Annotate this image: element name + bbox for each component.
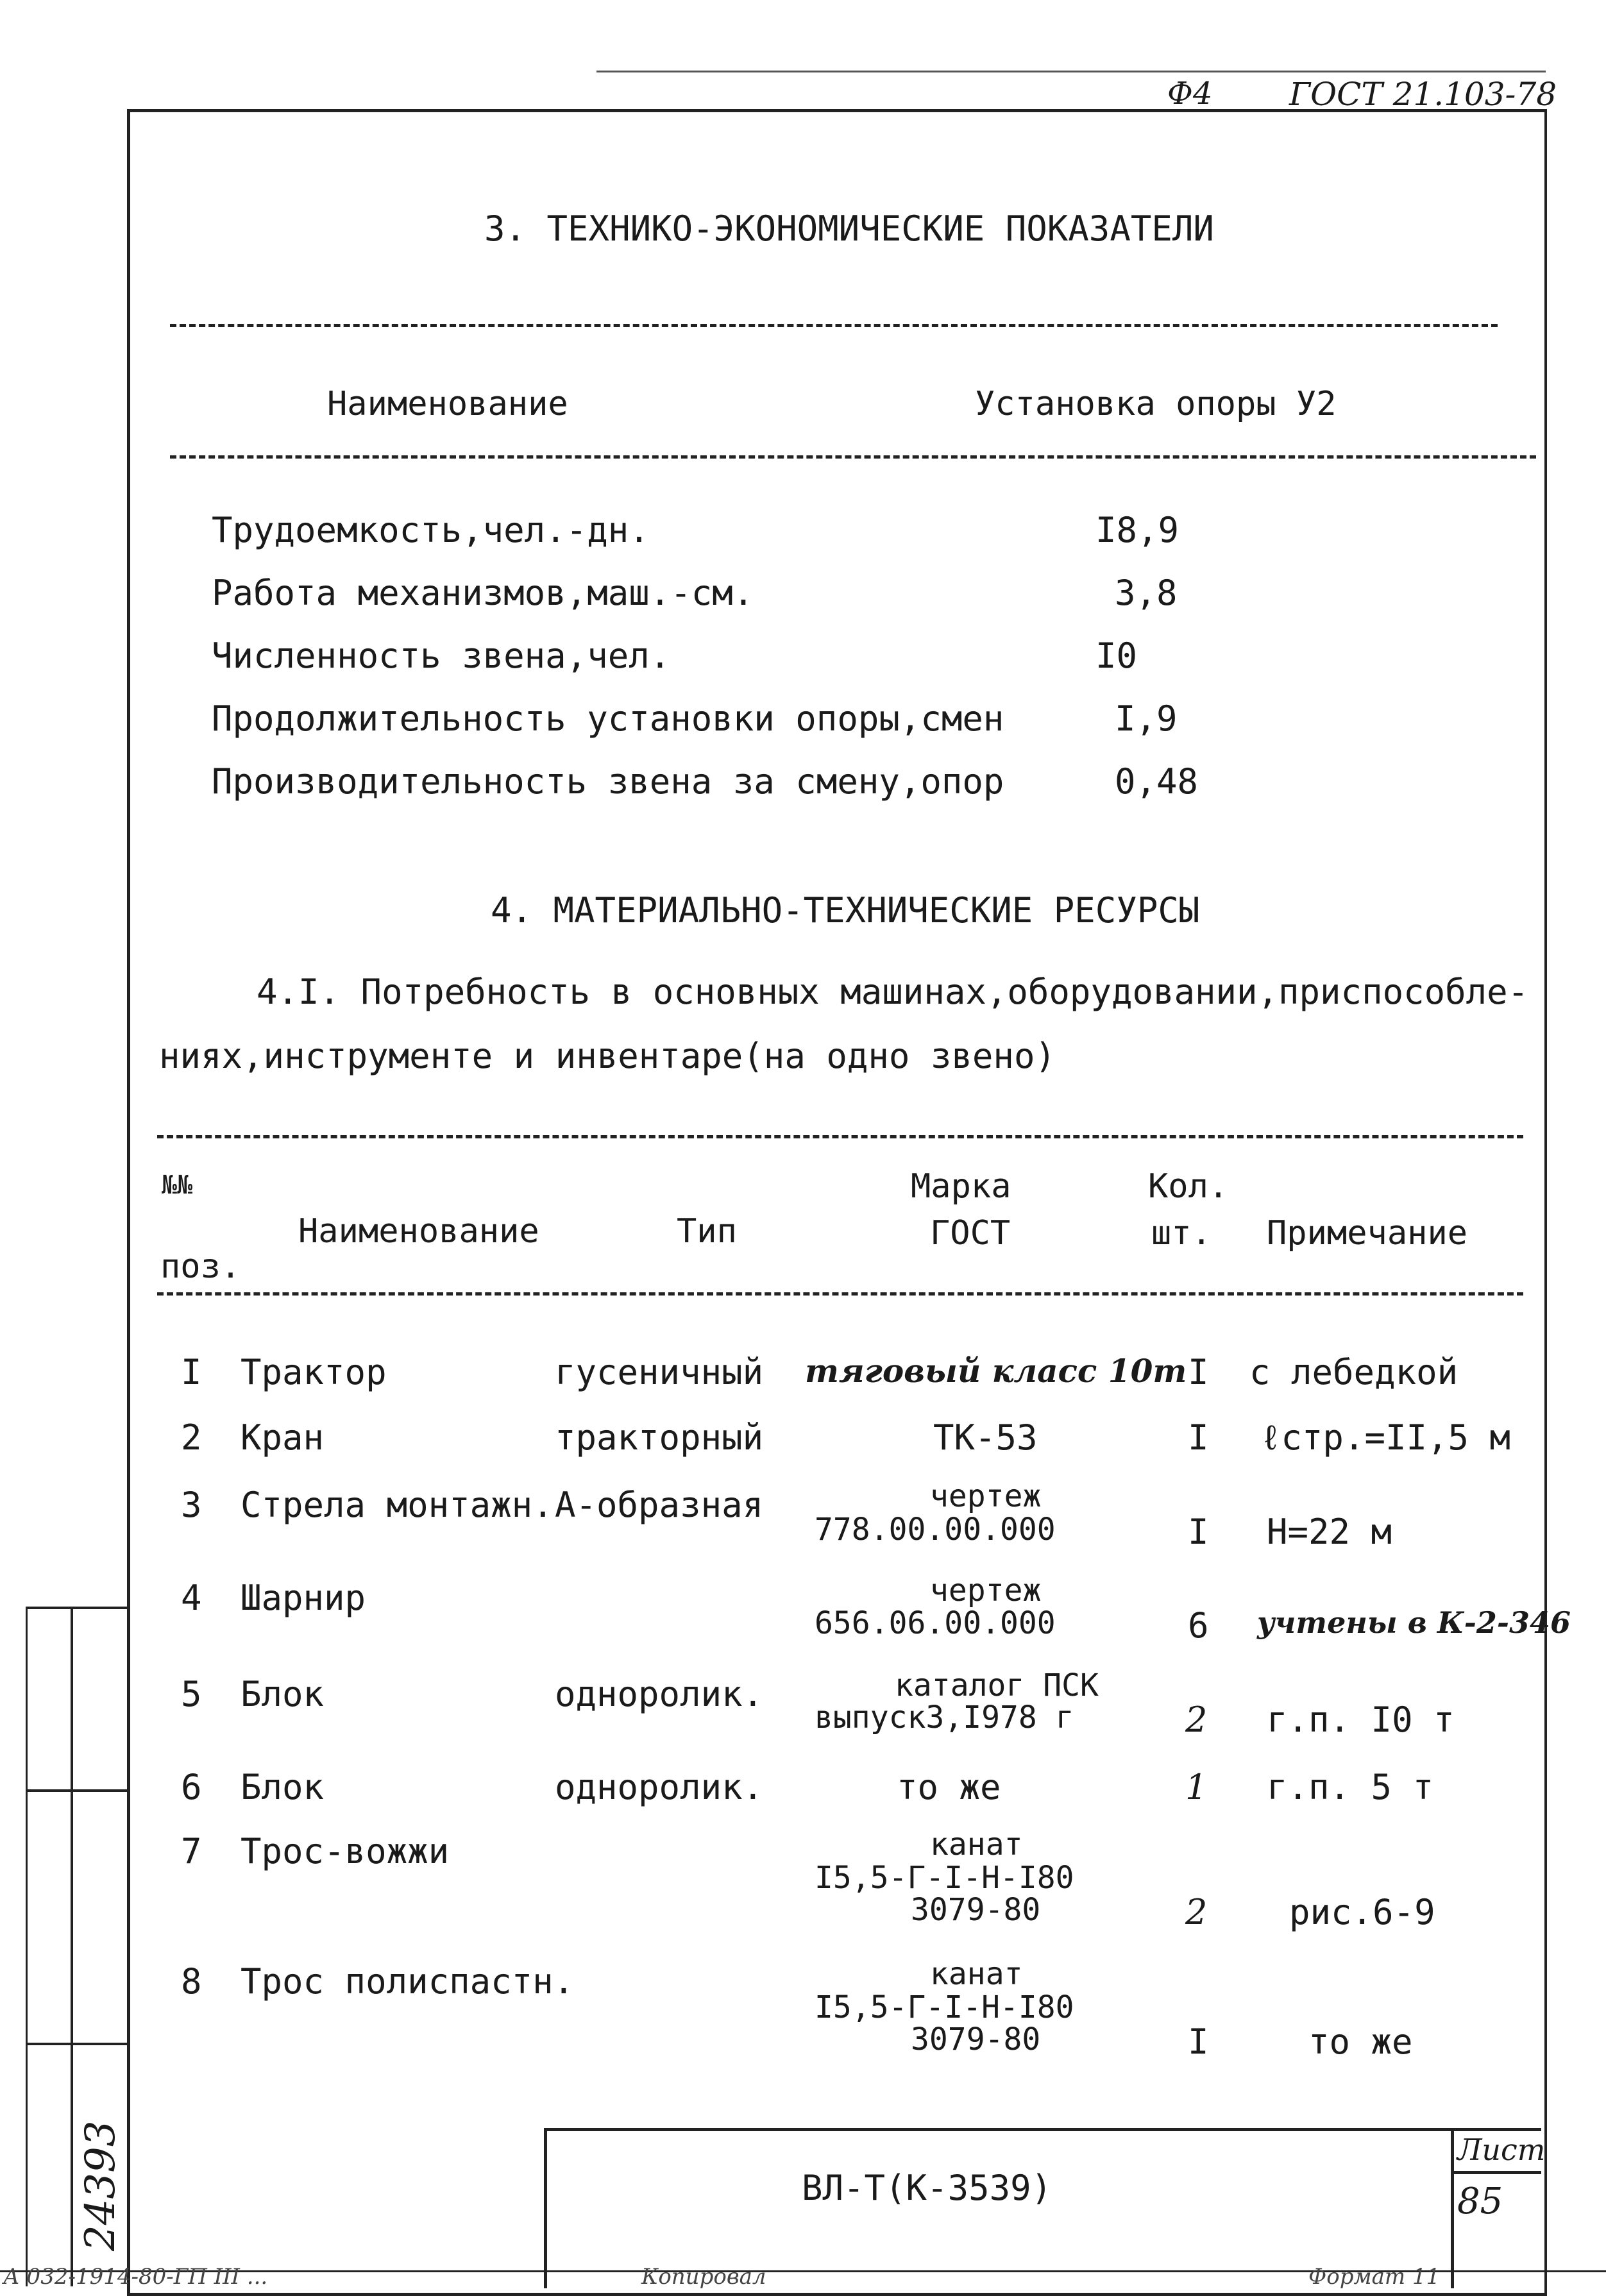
item-type: одноролик. [555, 1674, 764, 1714]
item-mark-line1: чертеж [930, 1573, 1042, 1608]
item-qty: I [1188, 1417, 1209, 1458]
item-qty: 2 [1185, 1892, 1208, 1932]
top-thin-line [596, 71, 1546, 72]
item-pos: 4 [181, 1578, 202, 1618]
item-mark-line3: 3079-80 [911, 2022, 1041, 2057]
item-pos: 6 [181, 1767, 202, 1807]
item-mark-line1: каталог ПСК [895, 1667, 1099, 1703]
indicator-label: Численность звена,чел. [212, 636, 671, 676]
hdr-name: Наименование [298, 1212, 539, 1251]
hdr-note: Примечание [1267, 1214, 1468, 1253]
item-qty: 6 [1188, 1605, 1209, 1646]
item-mark-handwritten: тяговый класс 10т [805, 1352, 1187, 1390]
header-gost-stamp: ГОСТ 21.103-78 [1289, 76, 1557, 113]
item-type: тракторный [555, 1417, 764, 1458]
item-qty: I [1188, 1512, 1209, 1552]
section3-col-name: Наименование [327, 385, 568, 423]
resources-header-rule [157, 1292, 1523, 1296]
item-note: рис.6-9 [1289, 1892, 1435, 1932]
item-note: г.п. 5 т [1267, 1767, 1434, 1807]
item-qty: I [1188, 1352, 1209, 1392]
item-pos: 2 [181, 1417, 202, 1458]
item-name: Трос-вожжи [241, 1831, 450, 1871]
indicator-value: 0,48 [1115, 761, 1199, 802]
item-mark-line2: 778.00.00.000 [815, 1512, 1056, 1548]
side-stamp-line-b [26, 1607, 28, 2286]
item-pos: 3 [181, 1485, 202, 1525]
hdr-mark-bottom: ГОСТ [930, 1214, 1011, 1253]
indicator-value: I0 [1095, 636, 1138, 676]
item-pos: 5 [181, 1674, 202, 1714]
document-code: ВЛ-Т(К-3539) [802, 2168, 1052, 2208]
item-name: Трактор [241, 1352, 387, 1392]
item-mark: ТК-53 [933, 1417, 1038, 1458]
item-type: гусеничный [555, 1352, 764, 1392]
item-mark-line3: 3079-80 [911, 1892, 1041, 1928]
section4-para-line2: ниях,инструменте и инвентаре(на одно звено) [159, 1036, 1056, 1076]
footer-left: А 032-1914-80-ГП III ... [3, 2264, 268, 2290]
section3-title: 3. ТЕХНИКО-ЭКОНОМИЧЕСКИЕ ПОКАЗАТЕЛИ [484, 208, 1214, 249]
header-mark: Ф4 [1167, 76, 1213, 112]
side-stamp-h2 [26, 1789, 128, 1792]
side-stamp-line-a [71, 1607, 73, 2286]
title-block-sheet-divider [1451, 2128, 1454, 2288]
item-pos: 7 [181, 1831, 202, 1871]
item-note: с лебедкой [1249, 1352, 1458, 1392]
indicator-label: Трудоемкость,чел.-дн. [212, 510, 650, 550]
hdr-num-top: №№ [162, 1170, 193, 1200]
indicator-value: I,9 [1115, 698, 1178, 739]
side-stamp-h3 [26, 2043, 128, 2045]
item-mark-line1: чертеж [930, 1478, 1042, 1514]
footer-right: Формат 11 [1308, 2264, 1441, 2290]
item-mark-line2: I5,5-Г-I-Н-I80 [815, 1989, 1074, 2025]
resources-table-top-rule [157, 1135, 1523, 1138]
footer-middle: Копировал [641, 2264, 766, 2290]
item-note: г.п. I0 т [1267, 1700, 1455, 1740]
hdr-qty-bottom: шт. [1151, 1214, 1212, 1253]
title-block-top-line [544, 2128, 1541, 2131]
item-name: Кран [241, 1417, 325, 1458]
item-name: Блок [241, 1674, 325, 1714]
title-block-left-line [544, 2128, 547, 2288]
item-mark-line2: I5,5-Г-I-Н-I80 [815, 1860, 1074, 1896]
side-stamp-h1 [26, 1607, 128, 1609]
item-qty: 2 [1185, 1700, 1208, 1740]
item-note: ℓстр.=II,5 м [1260, 1417, 1511, 1458]
item-mark-line2: 656.06.00.000 [815, 1605, 1056, 1641]
item-mark: то же [897, 1767, 1001, 1807]
sheet-label: Лист [1457, 2132, 1546, 2167]
item-name: Шарнир [241, 1578, 366, 1618]
section3-col-value: Установка опоры У2 [975, 385, 1337, 423]
section4-title: 4. МАТЕРИАЛЬНО-ТЕХНИЧЕСКИЕ РЕСУРСЫ [491, 890, 1200, 931]
indicator-value: 3,8 [1115, 573, 1178, 613]
item-qty: I [1188, 2022, 1209, 2062]
item-pos: 8 [181, 1961, 202, 2002]
section3-header-rule [170, 455, 1536, 459]
item-note: то же [1308, 2022, 1413, 2062]
section3-table-top-rule [170, 324, 1498, 327]
indicator-label: Работа механизмов,маш.-см. [212, 573, 754, 613]
indicator-label: Продолжительность установки опоры,смен [212, 698, 1004, 739]
item-name: Стрела монтажн. [241, 1485, 554, 1525]
item-mark-line2: выпуск3,I978 г [815, 1700, 1074, 1735]
item-qty: 1 [1185, 1767, 1208, 1807]
item-note: Н=22 м [1267, 1512, 1392, 1552]
item-type: А-образная [555, 1485, 764, 1525]
hdr-mark-top: Марка [911, 1167, 1011, 1206]
item-pos: I [181, 1352, 202, 1392]
item-note-handwritten: учтены в К-2-346 [1257, 1605, 1571, 1640]
section4-para-line1: 4.I. Потребность в основных машинах,оборудовании,приспособле- [257, 972, 1529, 1012]
indicator-label: Производительность звена за смену,опор [212, 761, 1004, 802]
indicator-value: I8,9 [1095, 510, 1179, 550]
hdr-num-bottom: поз. [160, 1247, 241, 1286]
sheet-number: 85 [1457, 2181, 1503, 2222]
item-mark-line1: канат [930, 1956, 1023, 1992]
item-type: одноролик. [555, 1767, 764, 1807]
title-block-sheet-line [1451, 2171, 1541, 2174]
item-name: Блок [241, 1767, 325, 1807]
side-stamp-inv-number: 24393 [77, 2120, 124, 2251]
hdr-qty-top: Кол. [1148, 1167, 1229, 1206]
hdr-type: Тип [677, 1212, 737, 1251]
item-name: Трос полиспастн. [241, 1961, 575, 2002]
item-mark-line1: канат [930, 1827, 1023, 1862]
